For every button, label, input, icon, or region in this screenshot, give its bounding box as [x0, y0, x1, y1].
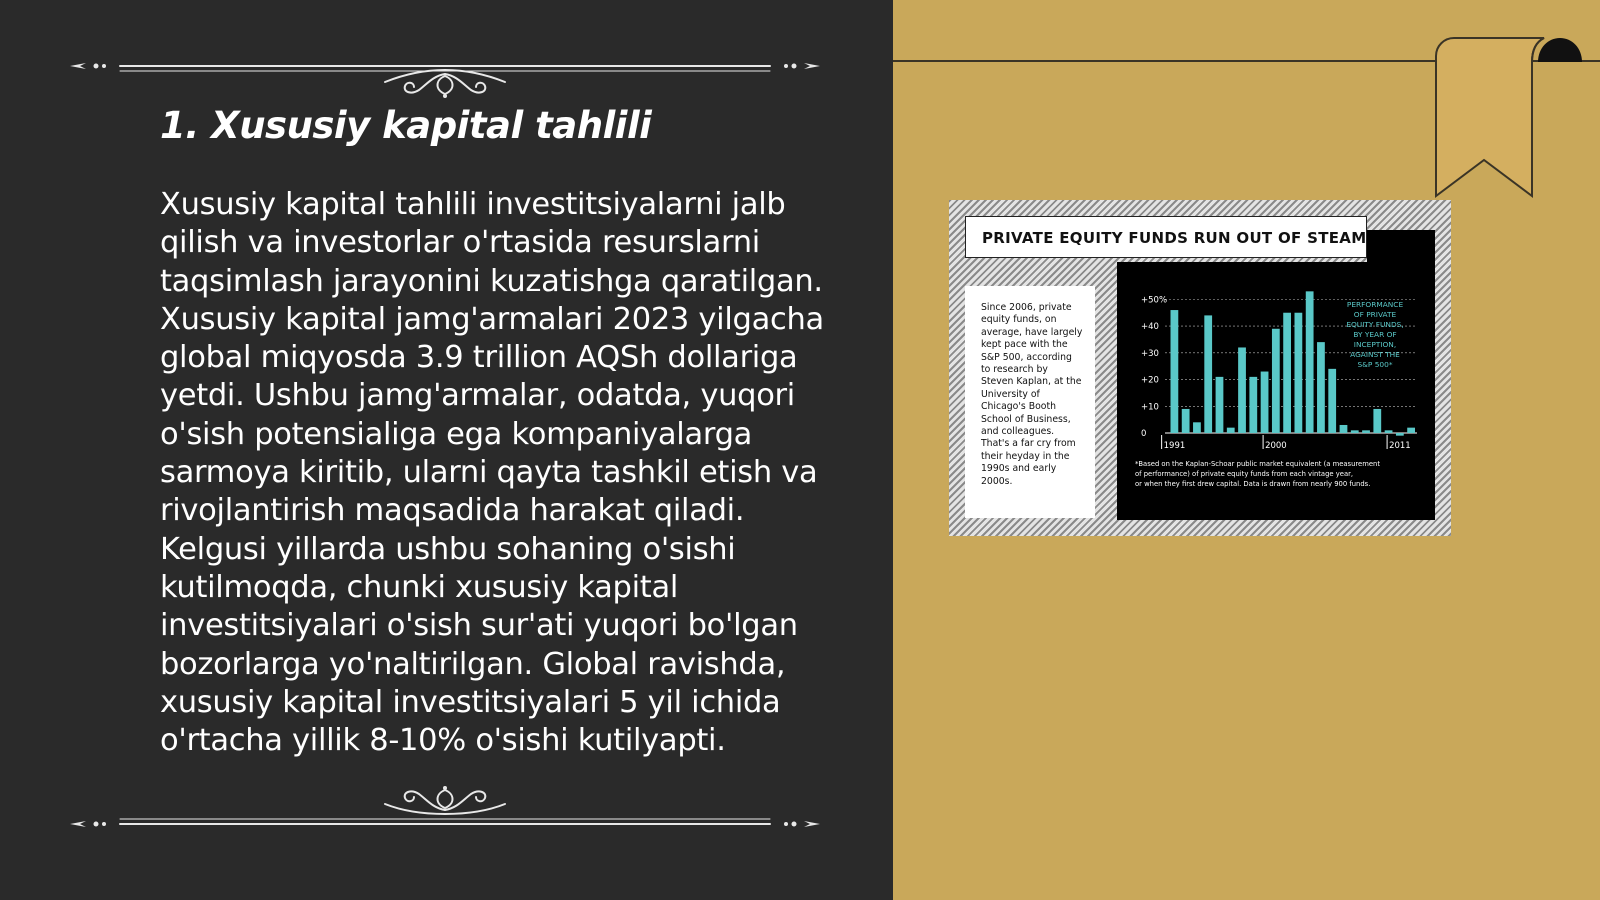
footnote-line: *Based on the Kaplan-Schoar public market equivalent (a measurement — [1135, 460, 1381, 468]
bar — [1227, 428, 1235, 433]
bookmark-ribbon-icon — [1434, 36, 1584, 201]
bar — [1317, 342, 1325, 433]
bar — [1238, 347, 1246, 433]
bar — [1171, 310, 1179, 433]
bar — [1216, 377, 1224, 433]
bar — [1328, 369, 1336, 433]
bar — [1204, 315, 1212, 433]
legend-line: BY YEAR OF — [1353, 330, 1397, 339]
top-ornament — [60, 40, 830, 100]
bar — [1249, 377, 1257, 433]
footnote-line: of performance) of private equity funds from each vintage year, — [1135, 470, 1354, 478]
bar — [1182, 409, 1190, 433]
bar — [1385, 430, 1393, 433]
bar — [1272, 329, 1280, 433]
legend-line: PERFORMANCE — [1346, 300, 1404, 309]
bottom-ornament — [60, 770, 830, 830]
y-tick-label: +10 — [1141, 402, 1159, 413]
footnote-line: or when they first drew capital. Data is drawn from nearly 900 funds. — [1135, 480, 1371, 488]
legend-line: INCEPTION, — [1353, 340, 1397, 349]
bar-chart — [1117, 262, 1435, 520]
chart-note-box — [965, 286, 1095, 518]
legend-line: EQUITY FUNDS, — [1346, 320, 1404, 329]
x-tick-label: 2011 — [1389, 441, 1411, 451]
bar — [1306, 291, 1314, 433]
chart-title-box — [965, 216, 1367, 258]
legend-line: OF PRIVATE — [1353, 310, 1397, 319]
bar — [1407, 428, 1415, 433]
y-tick-label: +20 — [1141, 375, 1159, 386]
chart-image — [949, 200, 1451, 536]
bar — [1396, 433, 1404, 436]
chart-title: PRIVATE EQUITY FUNDS RUN OUT OF STEAM — [982, 229, 1367, 247]
y-tick-label: +40 — [1141, 322, 1159, 333]
chart-black-corner — [1367, 230, 1435, 264]
y-tick-label: +30 — [1141, 348, 1159, 359]
bar — [1193, 422, 1201, 433]
bar — [1283, 313, 1291, 433]
x-tick-label: 2000 — [1265, 441, 1287, 451]
bar — [1340, 425, 1348, 433]
chart-note-text: Since 2006, private equity funds, on average, have largely kept pace with the S&P 500, according to research by Steven Kaplan, at the University of Chicago's Booth School of Business, and colleagues. That's a far cry from their heyday in the 1990s and early 2000s. — [981, 302, 1083, 487]
bar — [1351, 430, 1359, 433]
slide-body-text: Xususiy kapital tahlili investitsiyalarni jalb qilish va investorlar o'rtasida resurslarni taqsimlash jarayonini kuzatishga qaratilgan. Xususiy kapital jamg'armalari 2023 yilgacha global miqyosda 3.9 trillion AQSh dollariga yetdi. Ushbu jamg'armalar, odatda, yuqori o'sish potensialiga ega kompaniyalarga sarmoya kiritib, ularni qayta tashkil etish va rivojlantirish maqsadida harakat qiladi. Kelgusi yillarda ushbu sohaning o'sishi kutilmoqda, chunki xususiy kapital investitsiyalari o'sish sur'ati yuqori bo'lgan bozorlarga yo'naltirilgan. Global ravishda, xususiy kapital investitsiyalari 5 yil ichida o'rtacha yillik 8-10% o'sishi kutilyapti. — [160, 187, 824, 759]
legend-line: S&P 500* — [1357, 360, 1393, 369]
bar — [1261, 372, 1269, 433]
y-tick-label: 0 — [1141, 429, 1147, 439]
bar — [1373, 409, 1381, 433]
slide-title: 1. Xususiy kapital tahlili — [160, 104, 652, 147]
x-tick-label: 1991 — [1163, 441, 1186, 451]
y-tick-label: +50% — [1141, 295, 1168, 306]
bar — [1362, 430, 1370, 433]
legend-line: AGAINST THE — [1350, 350, 1400, 359]
bar — [1295, 313, 1303, 433]
